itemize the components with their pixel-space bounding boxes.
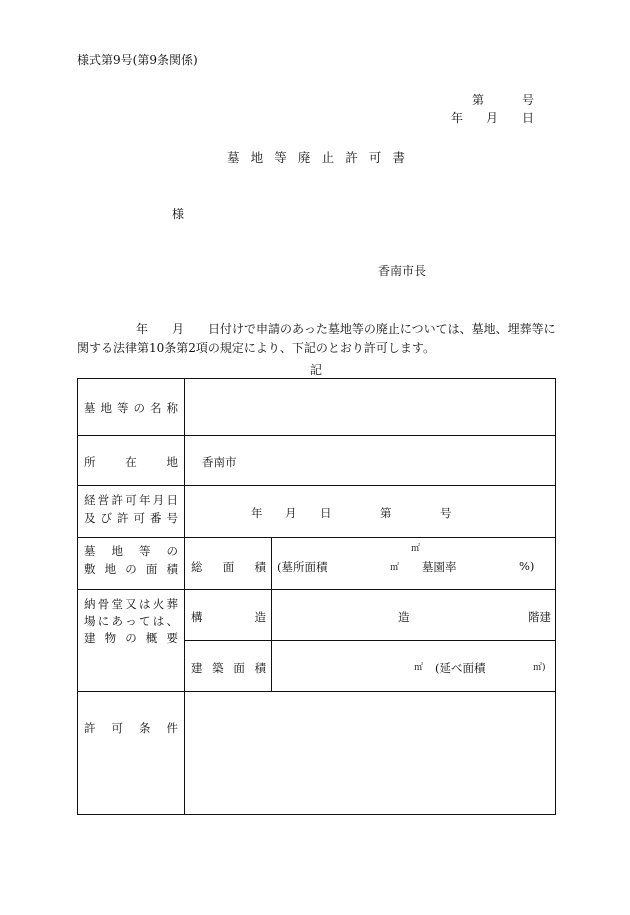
- building-area-unit: ㎡: [414, 663, 424, 673]
- ki-heading: 記: [310, 363, 323, 377]
- label-site-area-2: 敷 地 の 面 積: [84, 562, 178, 576]
- date-day: 日: [522, 111, 535, 125]
- permit-dai: 第: [380, 506, 392, 520]
- permit-month: 月: [285, 506, 297, 520]
- body-line1: 日付けで申請のあった墓地等の廃止については、墓地、埋葬等に: [208, 322, 556, 336]
- label-total-area: 総 面 積: [191, 560, 266, 574]
- permit-year: 年: [251, 506, 263, 520]
- permit-day: 日: [320, 506, 332, 520]
- permit-table: [77, 378, 556, 815]
- doc-number-dai: 第: [472, 93, 485, 107]
- total-area-unit: ㎡: [411, 544, 421, 554]
- structure-floors: 階建: [528, 610, 551, 624]
- date-year: 年: [451, 111, 464, 125]
- label-location: 所 在 地: [84, 455, 178, 469]
- body-month: 月: [172, 322, 185, 336]
- cemetery-ratio-label: 墓園率: [422, 560, 457, 574]
- date-month: 月: [486, 111, 499, 125]
- label-permit-date: 経 営 許 可 年 月 日: [84, 493, 178, 507]
- body-line2: 関する法律第10条第2項の規定により、下記のとおり許可します。: [77, 341, 435, 355]
- document-title: 墓 地 等 廃 止 許 可 書: [227, 150, 405, 165]
- location-value: 香南市: [202, 455, 237, 469]
- label-building-2: 場 に あ っ て は 、: [84, 614, 178, 628]
- label-structure: 構 造: [191, 610, 266, 624]
- label-site-area-1: 墓 地 等 の: [84, 544, 178, 558]
- label-facility-name: 墓 地 等 の 名 称: [84, 401, 178, 415]
- cemetery-ratio-percent: %): [519, 559, 535, 573]
- label-building-1: 納 骨 堂 又 は 火 葬: [84, 597, 178, 611]
- structure-zou: 造: [398, 610, 410, 624]
- label-conditions: 許 可 条 件: [84, 721, 178, 735]
- total-floor-area-unit: ㎡): [533, 663, 546, 673]
- body-year: 年: [136, 322, 149, 336]
- issuer: 香南市長: [378, 264, 427, 278]
- addressee-suffix: 様: [172, 207, 185, 221]
- doc-number-go: 号: [522, 93, 535, 107]
- label-building-3: 建 物 の 概 要: [84, 631, 178, 645]
- permit-go: 号: [440, 506, 452, 520]
- total-floor-area-label: (延べ面積: [435, 661, 486, 675]
- form-number: 様式第9号(第9条関係): [77, 53, 198, 67]
- label-permit-number: 及 び 許 可 番 号: [84, 511, 178, 525]
- grave-area-unit: ㎡: [390, 563, 400, 573]
- grave-area-label: (墓所面積: [277, 560, 328, 574]
- label-building-area: 建 築 面 積: [191, 661, 266, 675]
